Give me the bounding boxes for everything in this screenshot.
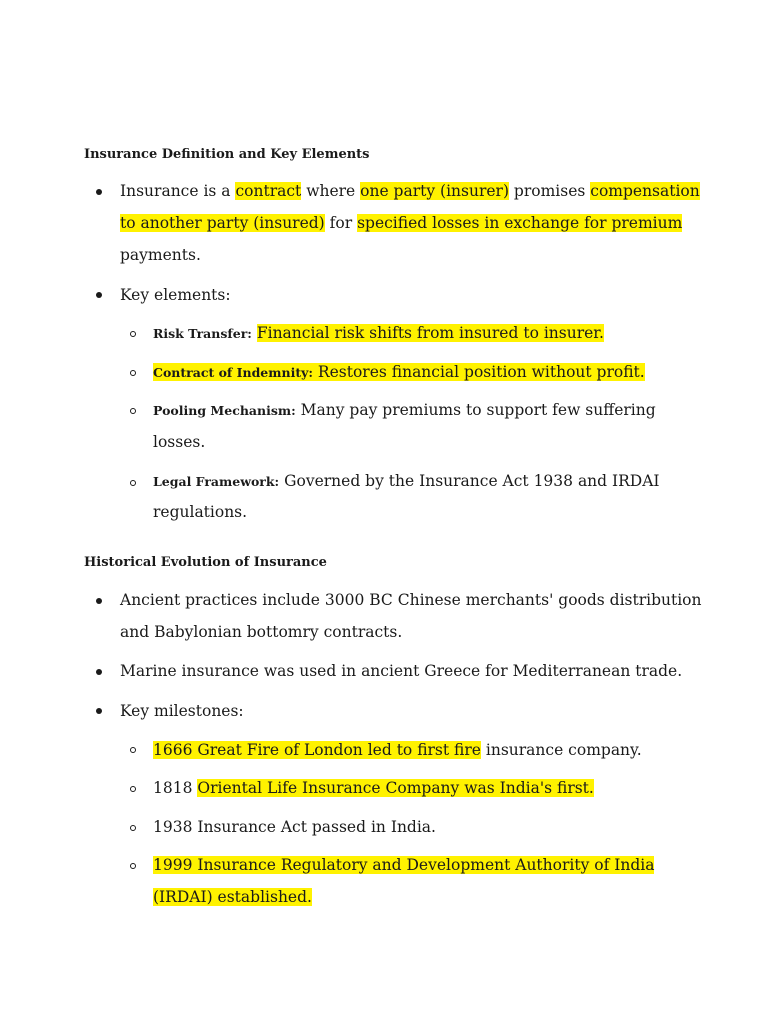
element-item (153, 323, 604, 344)
milestone-item (153, 740, 642, 760)
text-run: for (324, 214, 358, 232)
text-run: promises (509, 182, 591, 200)
text-run: Many pay premiums to support few suffering (300, 401, 656, 419)
sub-bullet-marker (130, 331, 136, 337)
history-line-1-cont: and Babylonian bottomry contracts. (120, 623, 403, 641)
element-label: Legal Framework: (153, 474, 280, 489)
history-line-1: Ancient practices include 3000 BC Chinese merchants' goods distribution (120, 591, 702, 609)
definition-line-3: payments. (120, 246, 201, 264)
milestone-item: 1938 Insurance Act passed in India. (153, 818, 436, 836)
element-item (153, 400, 656, 421)
bullet-marker (96, 669, 102, 675)
highlight-run: 1999 Insurance Regulatory and Development Authority of India (153, 856, 655, 874)
highlight-run: to another party (insured) (120, 214, 325, 232)
bullet-marker (96, 598, 102, 604)
section-heading: Insurance Definition and Key Elements (84, 147, 370, 162)
milestone-item (153, 778, 594, 798)
highlight-run: Financial risk shifts from insured to insurer. (256, 324, 604, 342)
highlight-run: compensation (590, 182, 700, 200)
sub-bullet-marker (130, 408, 136, 414)
sub-bullet-marker (130, 863, 136, 869)
milestone-item-cont (153, 887, 312, 907)
history-line-2: Marine insurance was used in ancient Greece for Mediterranean trade. (120, 662, 683, 680)
text-run: insurance company. (480, 741, 642, 759)
sub-bullet-marker (130, 786, 136, 792)
element-label: Pooling Mechanism: (153, 403, 296, 418)
element-item (153, 362, 645, 383)
element-label: Risk Transfer: (153, 326, 252, 341)
definition-line-1 (120, 181, 700, 201)
milestone-item (153, 855, 654, 875)
key-elements-label: Key elements: (120, 286, 231, 304)
highlight-run: (IRDAI) established. (153, 888, 312, 906)
text-run: 1818 (153, 779, 198, 797)
sub-bullet-marker (130, 480, 136, 486)
text-run: Governed by the Insurance Act 1938 and IRDAI (284, 472, 660, 490)
element-item-cont: regulations. (153, 503, 248, 521)
highlight-run: specified losses in exchange for premium (357, 214, 683, 232)
bullet-marker (96, 189, 102, 195)
sub-bullet-marker (130, 370, 136, 376)
section-heading: Historical Evolution of Insurance (84, 555, 327, 570)
text-run: where (301, 182, 361, 200)
definition-line-2 (120, 213, 682, 233)
element-item-cont: losses. (153, 433, 206, 451)
milestones-label: Key milestones: (120, 702, 244, 720)
element-item (153, 471, 660, 492)
bullet-marker (96, 292, 102, 298)
highlight-run: contract (235, 182, 302, 200)
highlight-run: Oriental Life Insurance Company was India's first. (197, 779, 594, 797)
highlight-run: 1666 Great Fire of London led to first fire (153, 741, 481, 759)
text-run: Insurance is a (120, 182, 236, 200)
highlight-run: Restores financial position without profit. (317, 363, 645, 381)
sub-bullet-marker (130, 747, 136, 753)
highlight-run: one party (insurer) (360, 182, 509, 200)
element-label: Contract of Indemnity: (153, 365, 313, 380)
bullet-marker (96, 708, 102, 714)
sub-bullet-marker (130, 825, 136, 831)
